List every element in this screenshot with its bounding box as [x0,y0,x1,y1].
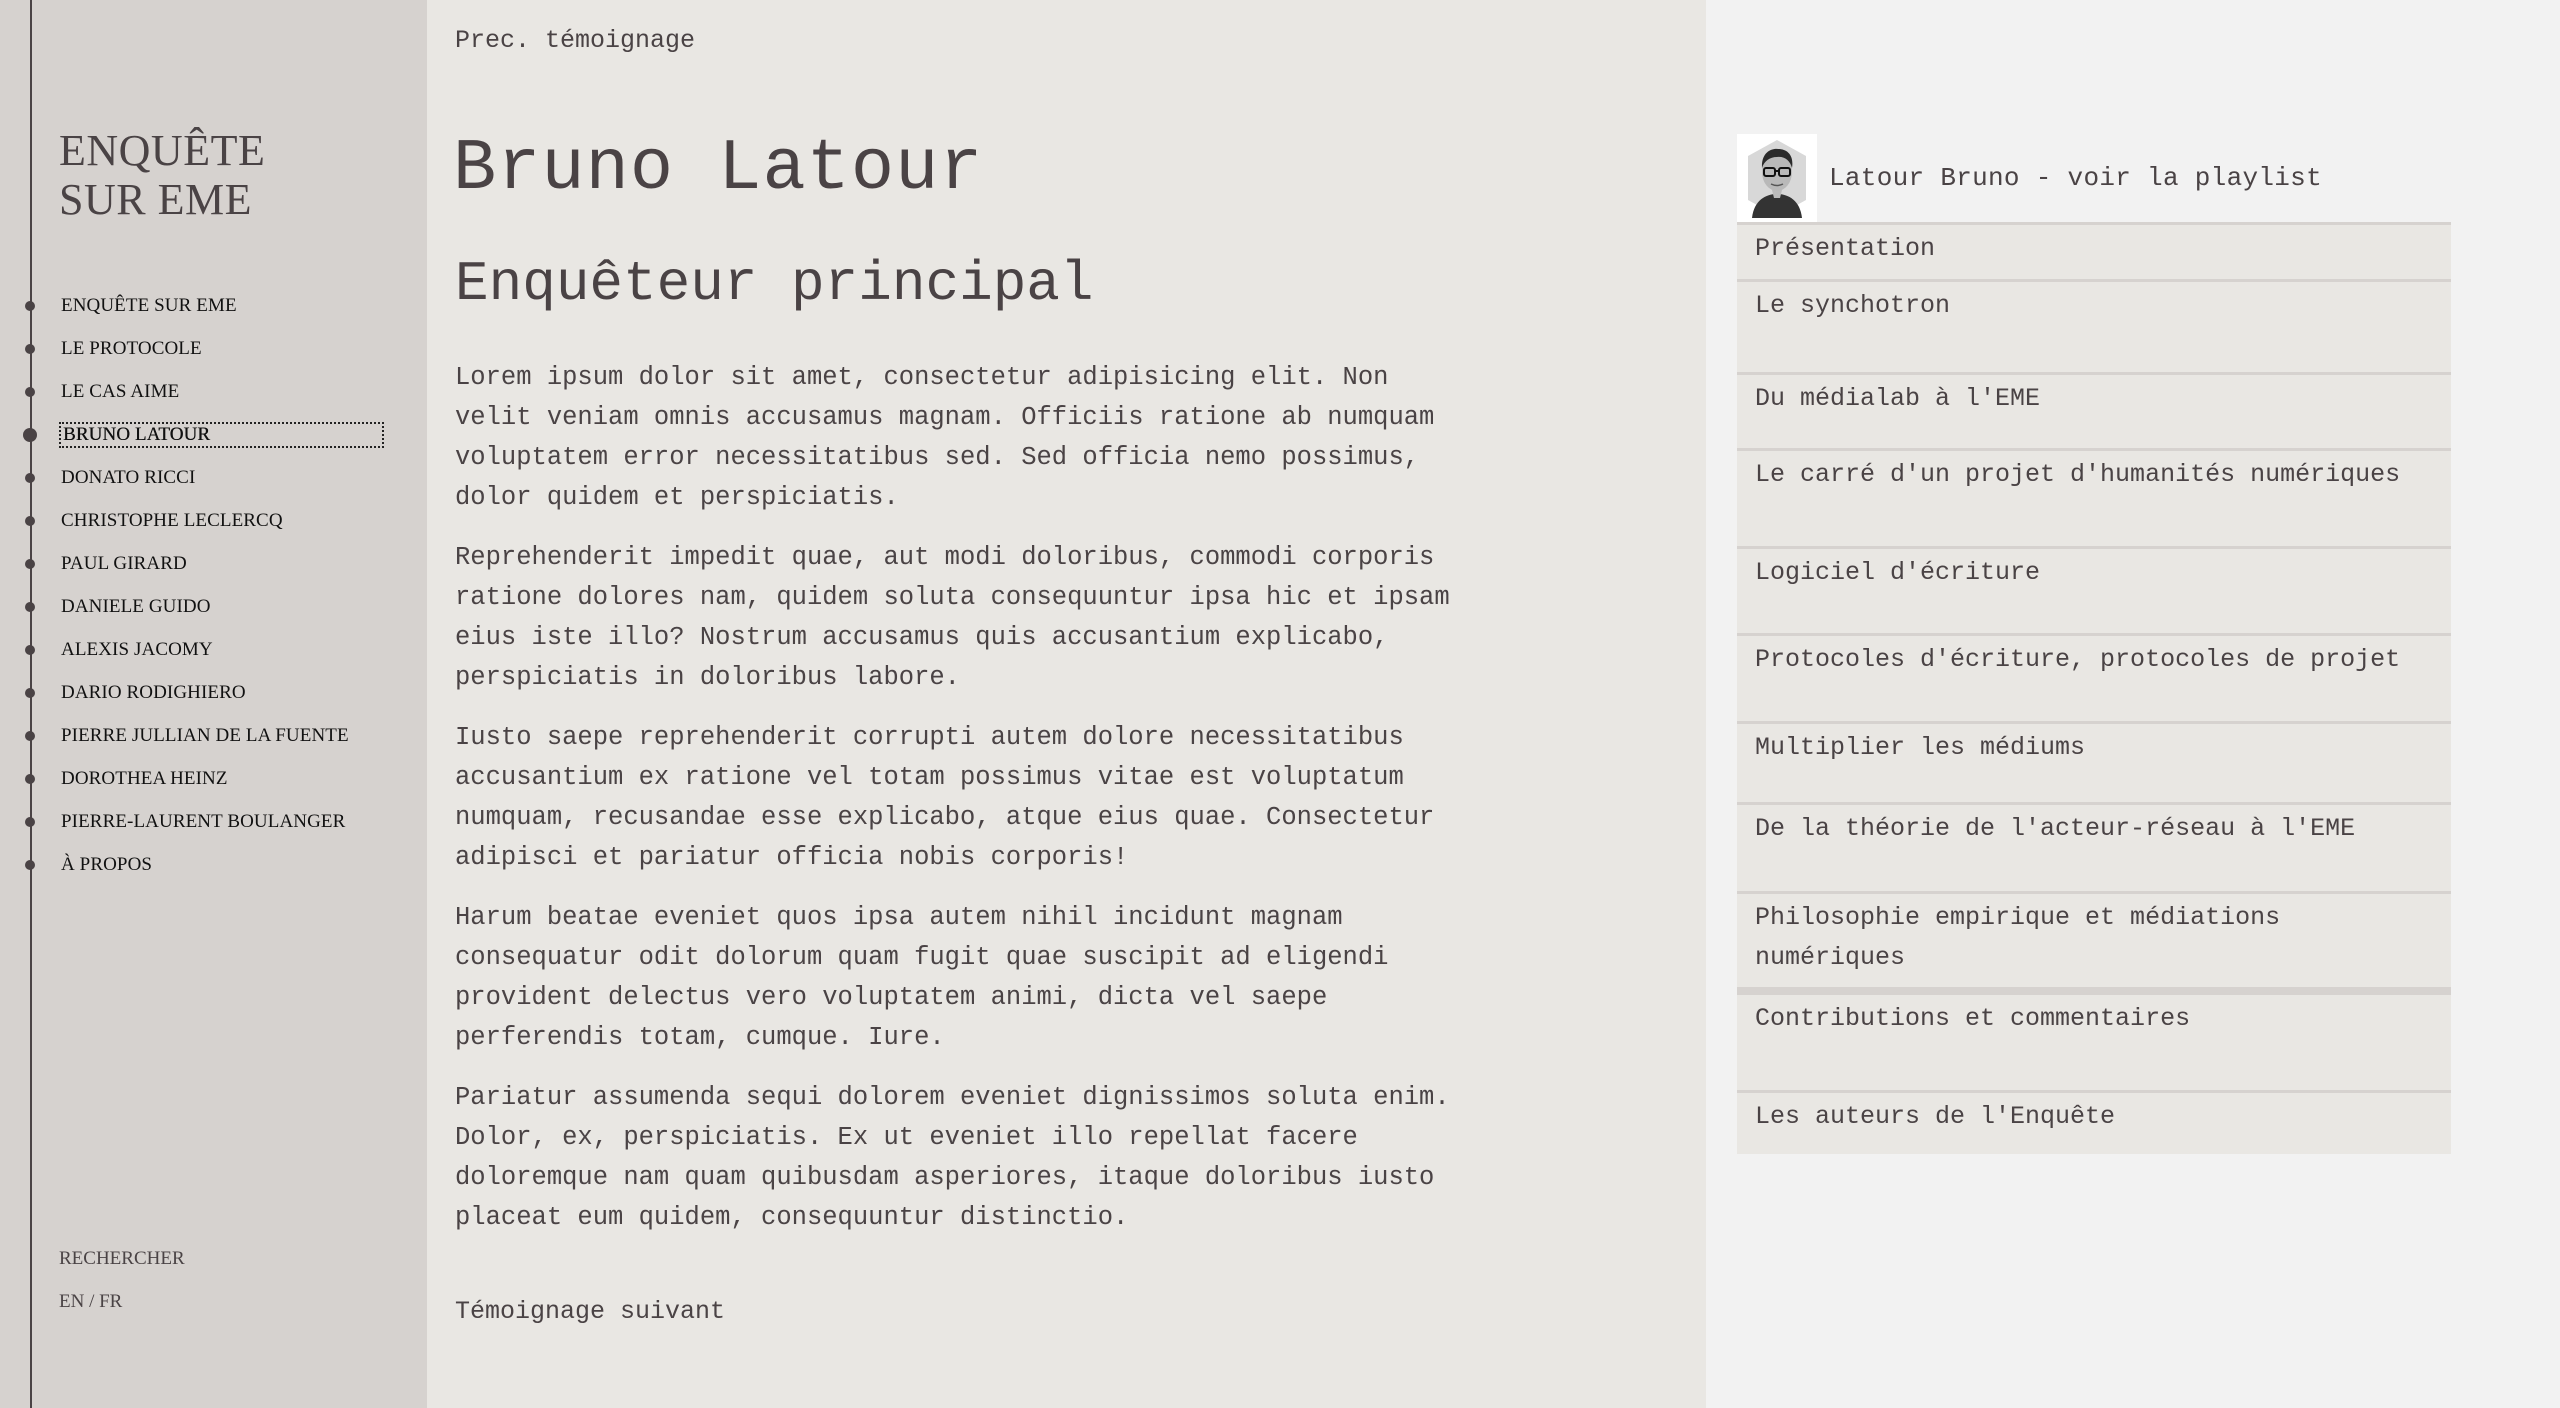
nav-label[interactable]: PIERRE-LAURENT BOULANGER [61,810,346,832]
brand-line-1: ENQUÊTE [59,126,266,175]
bullet-dot [25,688,35,698]
bullet-dot [25,645,35,655]
playlist-item[interactable]: Logiciel d'écriture [1737,546,2451,633]
nav-item-cas-aime[interactable] [0,370,427,413]
nav-item-daniele-guido[interactable] [0,585,427,628]
nav-label[interactable]: DOROTHEA HEINZ [61,767,228,789]
nav-item-paul-girard[interactable] [0,542,427,585]
nav-label[interactable]: LE PROTOCOLE [61,337,202,359]
nav-label[interactable]: PAUL GIRARD [61,552,187,574]
sidebar-nav [0,284,427,886]
bullet-dot [25,602,35,612]
portrait-icon [1744,138,1810,218]
nav-item-christophe-leclercq[interactable] [0,499,427,542]
nav-item-alexis-jacomy[interactable] [0,628,427,671]
playlist-item[interactable]: Les auteurs de l'Enquête [1737,1090,2451,1154]
playlist-item[interactable]: Philosophie empirique et médiations numériques [1737,891,2451,987]
bullet-dot [25,559,35,569]
playlist-item[interactable]: Le synchotron [1737,279,2451,372]
nav-label[interactable]: CHRISTOPHE LECLERCQ [61,509,283,531]
language-switch[interactable]: EN / FR [59,1291,123,1312]
nav-label[interactable]: LE CAS AIME [61,380,180,402]
previous-testimony-link[interactable]: Prec. témoignage [455,26,696,55]
bullet-dot-active [23,428,37,442]
search-link[interactable]: RECHERCHER [59,1248,185,1269]
playlist-header[interactable] [1737,134,2451,222]
bullet-dot [25,860,35,870]
next-testimony-link[interactable]: Témoignage suivant [455,1297,726,1326]
playlist-item[interactable]: Protocoles d'écriture, protocoles de projet [1737,633,2451,721]
bullet-dot [25,731,35,741]
sidebar [0,0,427,1408]
nav-label[interactable]: ALEXIS JACOMY [61,638,213,660]
nav-item-a-propos[interactable] [0,843,427,886]
paragraph: Pariatur assumenda sequi dolorem eveniet dignissimos soluta enim. Dolor, ex, perspiciatis. Ex ut eveniet illo repellat facere doloremque nam quam quibusdam asperiores, itaque doloribus iusto placeat eum quidem, consequuntur distinctio. [455,1083,1450,1232]
bullet-dot [25,344,35,354]
main-content [427,0,1706,1408]
bullet-dot [25,387,35,397]
playlist-list [1737,222,2451,1154]
playlist-item[interactable]: Du médialab à l'EME [1737,372,2451,448]
nav-item-donato-ricci[interactable] [0,456,427,499]
nav-label[interactable]: ENQUÊTE SUR EME [61,294,237,316]
bullet-dot [25,817,35,827]
brand-line-2: SUR EME [59,175,252,224]
nav-item-pierre-laurent-boulanger[interactable] [0,800,427,843]
nav-label[interactable]: PIERRE JULLIAN DE LA FUENTE [61,724,349,746]
playlist-panel [1737,134,2451,1154]
nav-label[interactable]: DONATO RICCI [61,466,196,488]
paragraph: Iusto saepe reprehenderit corrupti autem dolore necessitatibus accusantium ex ratione vel totam possimus vitae est voluptatum numquam, recusandae esse explicabo, atque eius quae. Consectetur adipisci et pariatur officia nobis corporis! [455,723,1435,872]
nav-item-dorothea-heinz[interactable] [0,757,427,800]
playlist-item[interactable]: De la théorie de l'acteur-réseau à l'EME [1737,802,2451,891]
playlist-item[interactable]: Présentation [1737,222,2451,279]
nav-item-enquete[interactable] [0,284,427,327]
sidebar-footer [59,1245,185,1331]
bullet-dot [25,774,35,784]
article-body [455,358,1475,1258]
bullet-dot [25,516,35,526]
nav-item-dario-rodighiero[interactable] [0,671,427,714]
nav-label[interactable]: DARIO RODIGHIERO [61,681,246,703]
nav-label[interactable]: DANIELE GUIDO [61,595,211,617]
nav-item-protocole[interactable] [0,327,427,370]
nav-label[interactable]: À PROPOS [61,853,153,875]
avatar[interactable] [1737,134,1817,222]
nav-item-pierre-jullian[interactable] [0,714,427,757]
bullet-dot [25,301,35,311]
site-logo[interactable] [59,126,265,224]
paragraph: Reprehenderit impedit quae, aut modi doloribus, commodi corporis ratione dolores nam, quidem soluta consequuntur ipsa hic et ipsam eius iste illo? Nostrum accusamus quis accusantium explicabo, perspiciatis in doloribus labore. [455,543,1450,692]
bullet-dot [25,473,35,483]
playlist-item[interactable]: Le carré d'un projet d'humanités numériques [1737,448,2451,546]
paragraph: Harum beatae eveniet quos ipsa autem nihil incidunt magnam consequatur odit dolorum quam fugit quae suscipit ad eligendi provident delectus vero voluptatem animi, dicta vel saepe perferendis totam, cumque. Iure. [455,903,1389,1052]
playlist-item[interactable]: Multiplier les médiums [1737,721,2451,802]
playlist-title[interactable]: Latour Bruno - voir la playlist [1829,163,2322,193]
nav-item-bruno-latour[interactable] [0,413,427,456]
page-subtitle: Enquêteur principal [455,252,1094,316]
playlist-item[interactable]: Contributions et commentaires [1737,987,2451,1090]
page-title: Bruno Latour [453,128,984,210]
nav-label[interactable]: BRUNO LATOUR [59,422,384,448]
paragraph: Lorem ipsum dolor sit amet, consectetur adipisicing elit. Non velit veniam omnis accusamus magnam. Officiis ratione ab numquam voluptatem error necessitatibus sed. Sed officia nemo possimus, dolor quidem et perspiciatis. [455,363,1435,512]
